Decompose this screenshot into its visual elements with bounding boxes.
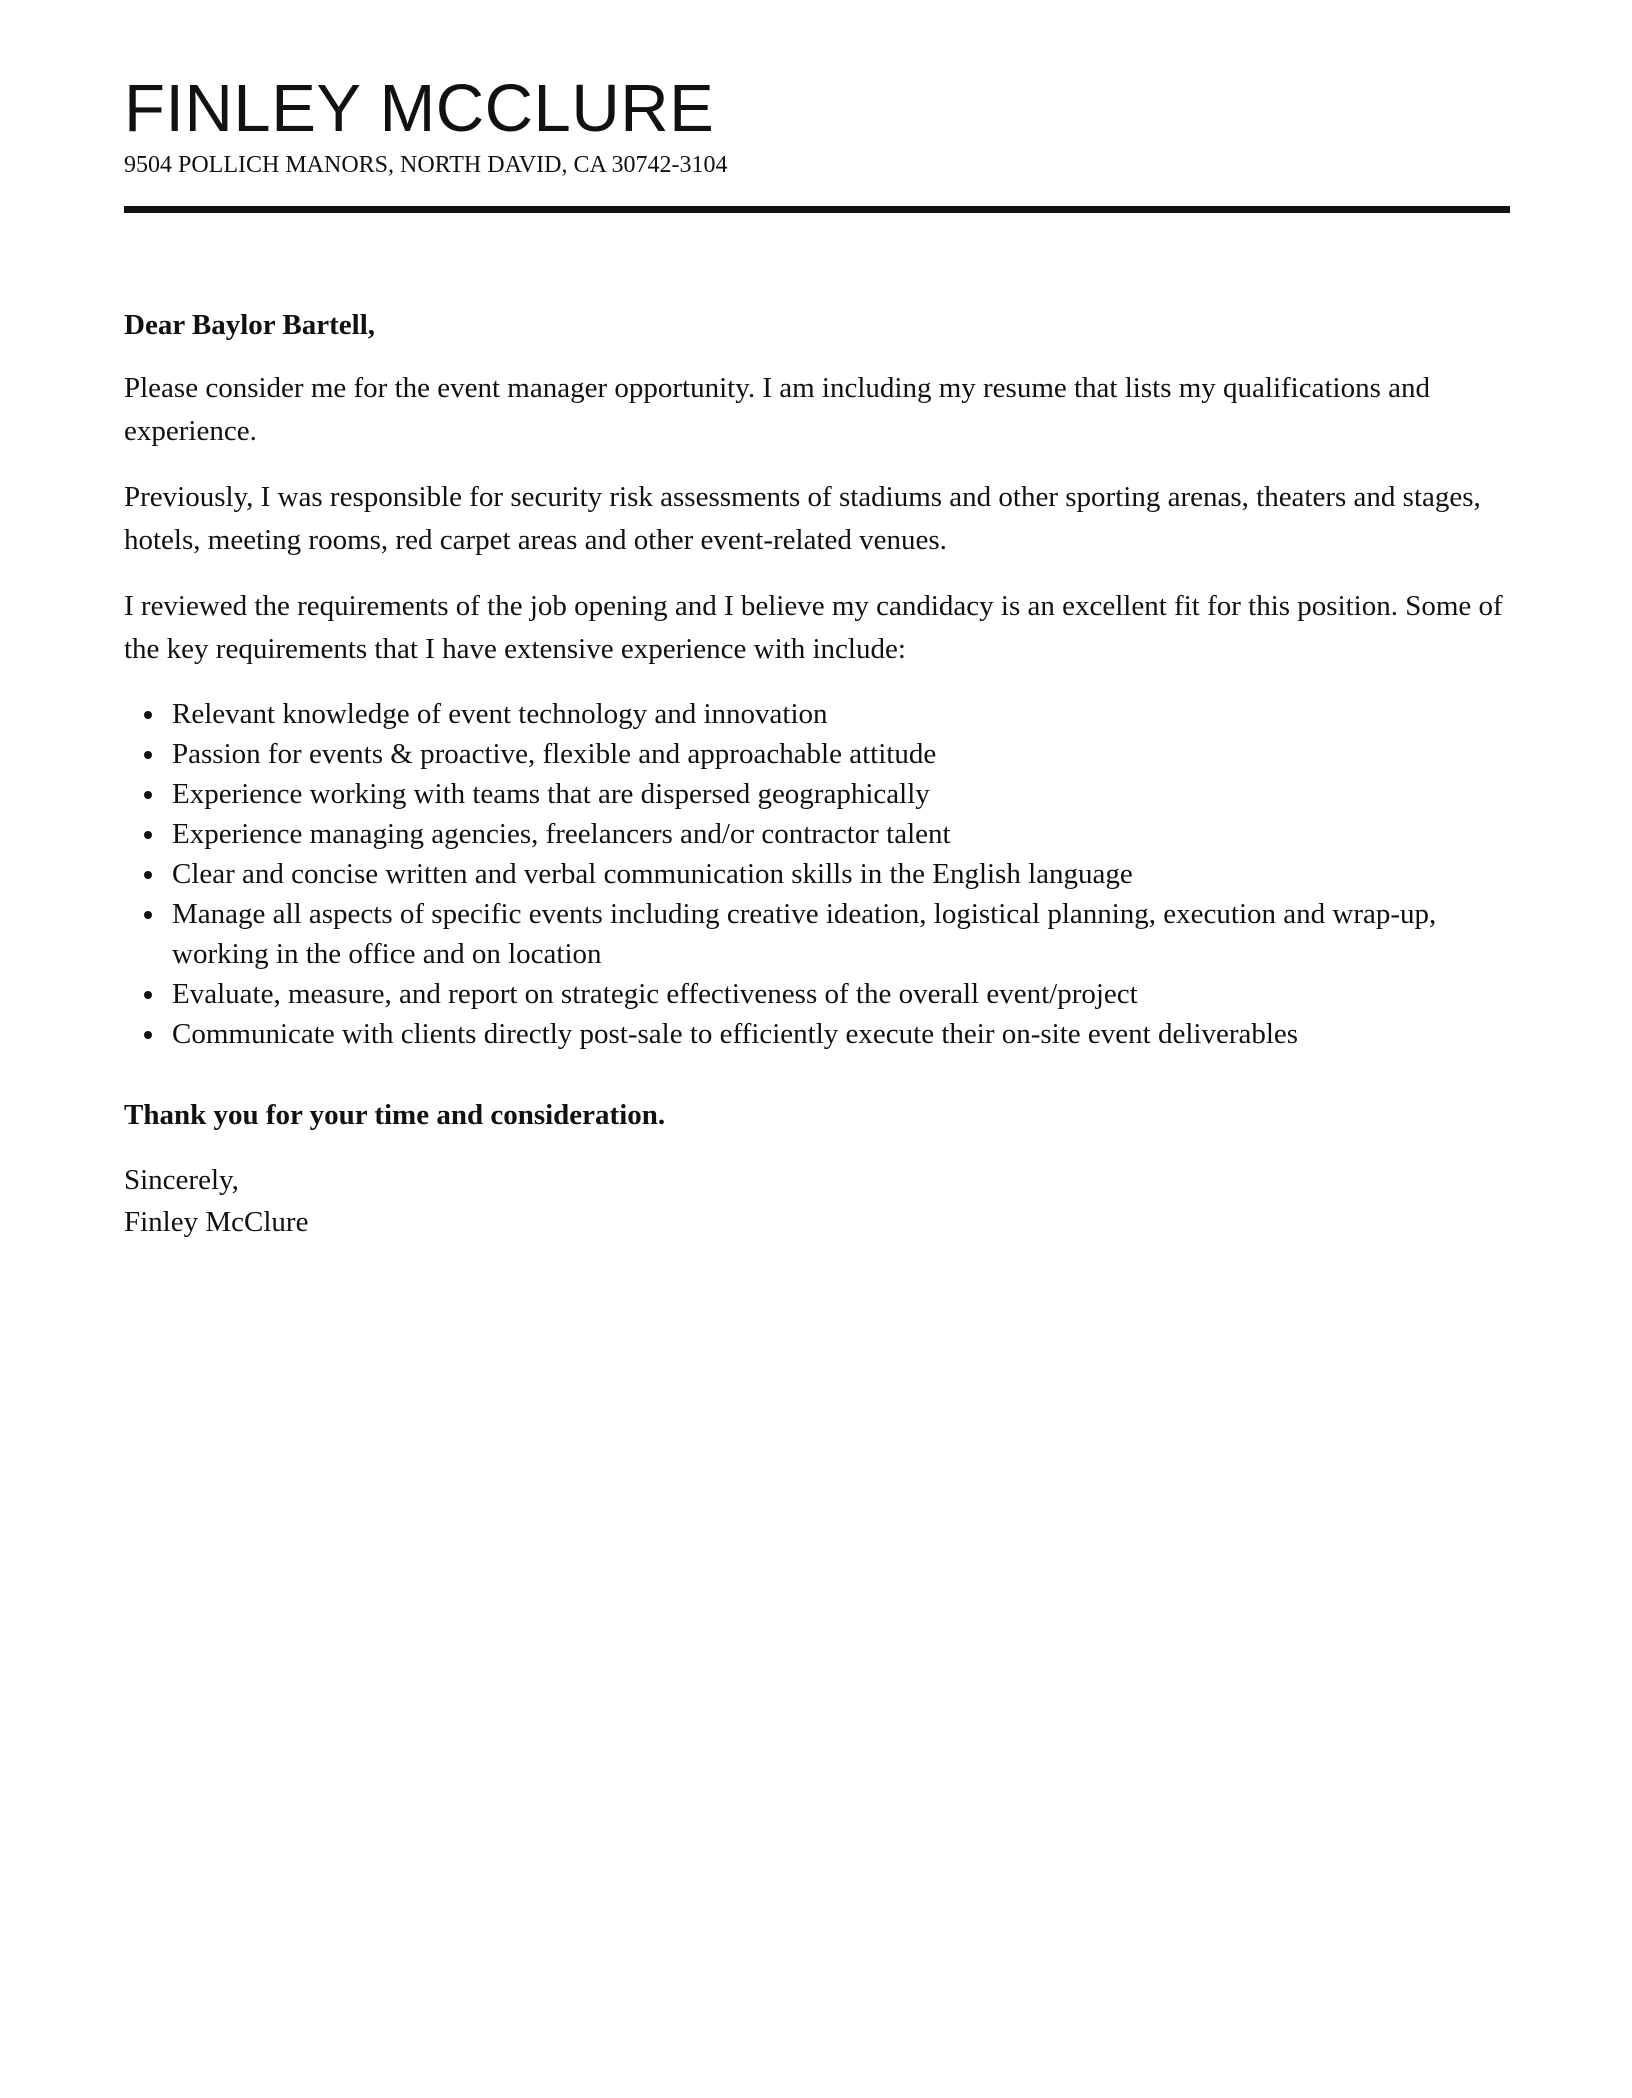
bullet-icon — [144, 911, 152, 919]
header-divider — [124, 206, 1510, 213]
list-item-text: Experience working with teams that are dispersed geographically — [172, 778, 930, 810]
letter-body — [124, 304, 1510, 1243]
list-item — [124, 734, 1510, 774]
bullet-icon — [144, 831, 152, 839]
applicant-name: FINLEY MCCLURE — [124, 71, 715, 146]
signature-name: Finley McClure — [124, 1206, 309, 1238]
list-item-text: Relevant knowledge of event technology and innovation — [172, 698, 828, 730]
list-item-text: Manage all aspects of specific events including creative ideation, logistical planning, execution and wrap-up, working in the office and on location — [172, 898, 1437, 970]
intro-paragraph: Please consider me for the event manager opportunity. I am including my resume that lists my qualifications and experience. — [124, 372, 1431, 447]
list-item — [124, 694, 1510, 734]
bullet-icon — [144, 751, 152, 759]
list-item-text: Passion for events & proactive, flexible and approachable attitude — [172, 738, 937, 770]
closing-phrase: Sincerely, — [124, 1164, 239, 1196]
closing-block — [124, 1159, 1510, 1243]
bullet-icon — [144, 1031, 152, 1039]
requirements-list — [124, 694, 1510, 1054]
list-item — [124, 774, 1510, 814]
bullet-icon — [144, 991, 152, 999]
list-item-text: Experience managing agencies, freelancers and/or contractor talent — [172, 818, 951, 850]
list-item — [124, 814, 1510, 854]
applicant-address: 9504 POLLICH MANORS, NORTH DAVID, CA 30742-3104 — [124, 152, 728, 178]
bullet-icon — [144, 791, 152, 799]
list-item — [124, 974, 1510, 1014]
bullet-icon — [144, 871, 152, 879]
list-item-text: Evaluate, measure, and report on strategic effectiveness of the overall event/project — [172, 978, 1138, 1010]
salutation: Dear Baylor Bartell, — [124, 309, 376, 341]
thank-you-line: Thank you for your time and consideration. — [124, 1099, 666, 1131]
list-item — [124, 894, 1510, 974]
list-item-text: Clear and concise written and verbal communication skills in the English language — [172, 858, 1133, 890]
experience-paragraph: Previously, I was responsible for security risk assessments of stadiums and other sporting arenas, theaters and stages, hotels, meeting rooms, red carpet areas and other event-related venues. — [124, 481, 1481, 556]
list-item — [124, 854, 1510, 894]
list-item — [124, 1014, 1510, 1054]
requirements-paragraph: I reviewed the requirements of the job opening and I believe my candidacy is an excellent fit for this position. Some of the key requirements that I have extensive experience with include: — [124, 590, 1503, 665]
list-item-text: Communicate with clients directly post-sale to efficiently execute their on-site event deliverables — [172, 1018, 1299, 1050]
bullet-icon — [144, 711, 152, 719]
